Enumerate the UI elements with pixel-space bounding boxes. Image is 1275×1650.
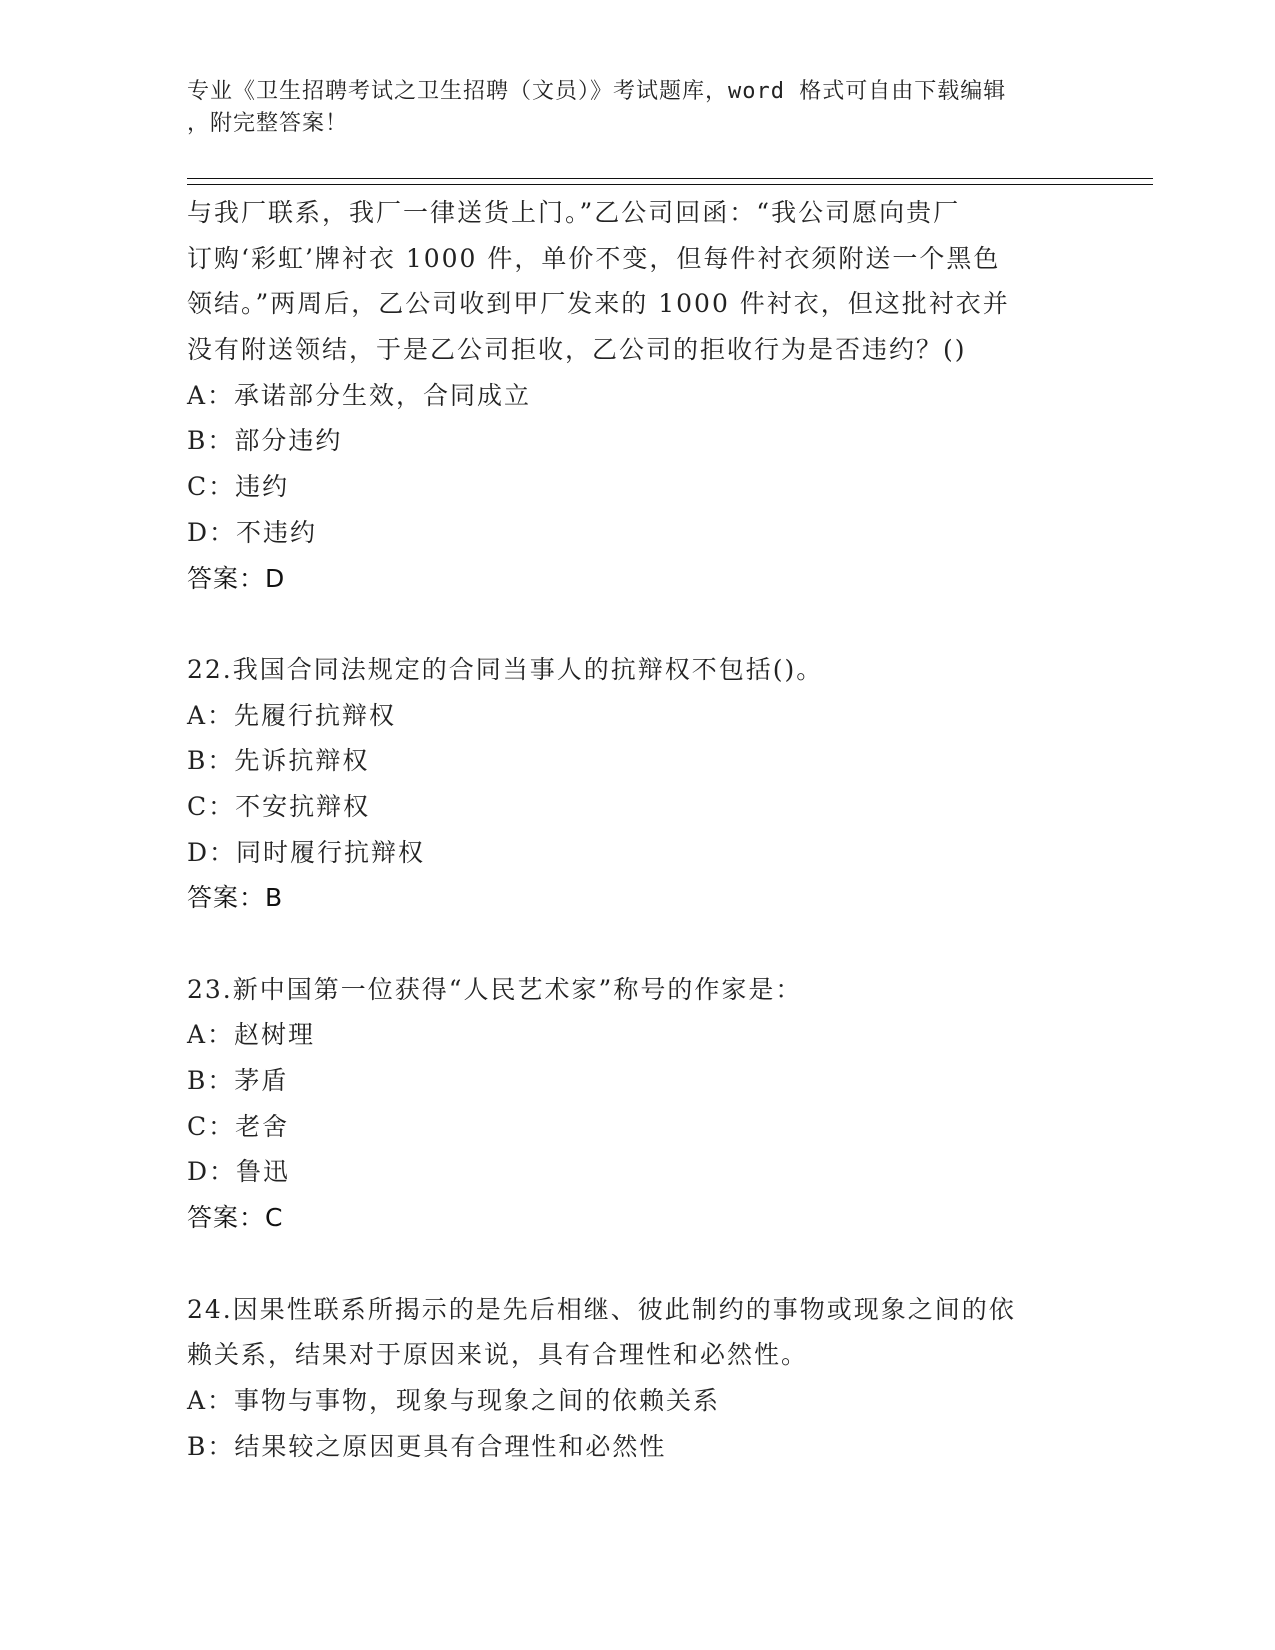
option-a: A：先履行抗辩权 — [187, 700, 397, 730]
answer-line: 答案：D — [187, 563, 286, 593]
question-text-line: 赖关系，结果对于原因来说，具有合理性和必然性。 — [187, 1340, 809, 1370]
question-text-line: 订购‘彩虹’牌衬衣 1000 件，单价不变，但每件衬衣须附送一个黑色 — [187, 243, 1001, 273]
question-23 — [187, 967, 1087, 1241]
option-a: A：事物与事物，现象与现象之间的依赖关系 — [187, 1385, 721, 1415]
header-line-2: ，附完整答案！ — [187, 111, 349, 136]
option-a: A：承诺部分生效，合同成立 — [187, 380, 532, 410]
question-text-line: 领结。”两周后，乙公司收到甲厂发来的 1000 件衬衣，但这批衬衣并 — [187, 289, 1010, 319]
spacer — [187, 921, 1087, 967]
option-b: B：先诉抗辩权 — [187, 746, 370, 776]
header-line-1: 专业《卫生招聘考试之卫生招聘（文员）》考试题库，word 格式可自由下载编辑 — [187, 79, 1007, 104]
option-d: D：鲁迅 — [187, 1157, 291, 1187]
option-b: B：部分违约 — [187, 426, 343, 456]
option-a: A：赵树理 — [187, 1020, 316, 1050]
spacer — [187, 601, 1087, 647]
option-c: C：不安抗辩权 — [187, 791, 371, 821]
answer-line: 答案：B — [187, 883, 284, 913]
spacer — [187, 1241, 1087, 1287]
question-text-line: 与我厂联系，我厂一律送货上门。”乙公司回函：“我公司愿向贵厂 — [187, 198, 961, 227]
option-b: B：结果较之原因更具有合理性和必然性 — [187, 1431, 667, 1461]
document-body — [187, 190, 1087, 1469]
question-21 — [187, 190, 1087, 601]
option-c: C：违约 — [187, 472, 290, 502]
option-d: D：同时履行抗辩权 — [187, 837, 426, 867]
option-d: D：不违约 — [187, 517, 318, 547]
answer-line: 答案：C — [187, 1203, 284, 1233]
question-text-line: 22.我国合同法规定的合同当事人的抗辩权不包括()。 — [187, 654, 824, 684]
question-24 — [187, 1287, 1087, 1470]
document-header — [187, 76, 1067, 140]
header-rule-top — [187, 178, 1153, 179]
question-22 — [187, 647, 1087, 921]
question-text-line: 23.新中国第一位获得“人民艺术家”称号的作家是： — [187, 974, 803, 1004]
question-text-line: 24.因果性联系所揭示的是先后相继、彼此制约的事物或现象之间的依 — [187, 1294, 1016, 1324]
question-text-line: 没有附送领结，于是乙公司拒收，乙公司的拒收行为是否违约？() — [187, 335, 967, 365]
header-rule-bottom — [187, 184, 1153, 185]
option-c: C：老舍 — [187, 1111, 290, 1141]
option-b: B：茅盾 — [187, 1066, 289, 1096]
